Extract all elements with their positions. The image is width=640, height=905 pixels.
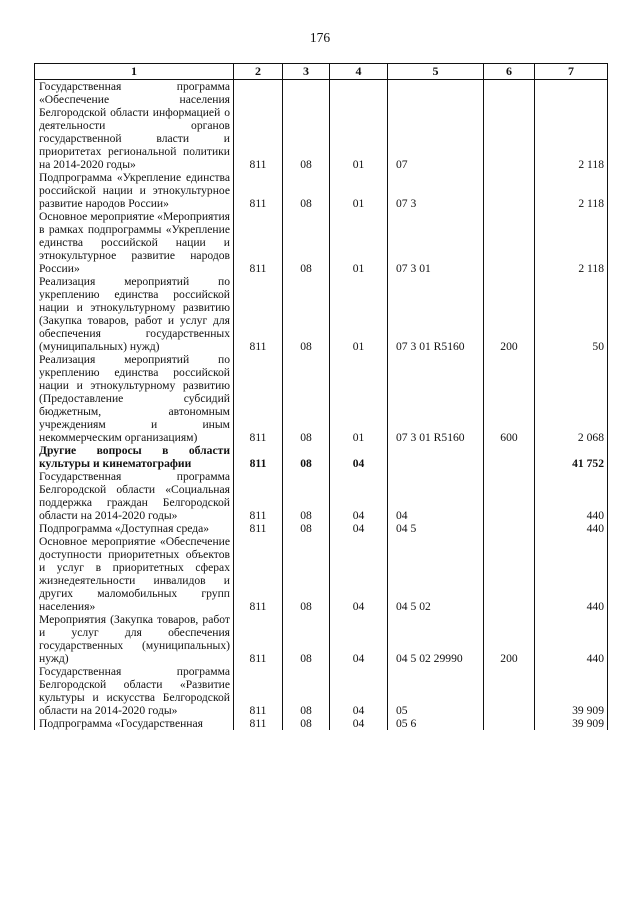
row-csr-cell: 07 3 01 R5160: [388, 353, 484, 444]
row-csr-cell: 07 3 01: [388, 210, 484, 275]
row-rz-cell: 08: [283, 717, 330, 730]
row-vr-cell: [484, 80, 535, 172]
row-pr-cell: 01: [330, 210, 388, 275]
row-name-cell: Мероприятия (Закупка товаров, работ и услуг для обеспечения государственных (муниципальных) нужд): [35, 613, 234, 665]
budget-table: [34, 63, 608, 730]
table-row: [35, 522, 608, 535]
row-pr-cell: 01: [330, 80, 388, 172]
table-row: [35, 535, 608, 613]
row-rz-cell: 08: [283, 665, 330, 717]
row-csr-cell: 04: [388, 470, 484, 522]
table-row: [35, 353, 608, 444]
row-sum-cell: 50: [535, 275, 608, 353]
row-vr-cell: [484, 210, 535, 275]
row-vr-cell: [484, 470, 535, 522]
row-csr-cell: 04 5 02 29990: [388, 613, 484, 665]
table-body: [35, 80, 608, 731]
row-pr-cell: 04: [330, 717, 388, 730]
table-row: [35, 171, 608, 210]
row-csr-cell: [388, 444, 484, 470]
table-row: [35, 613, 608, 665]
row-rz-cell: 08: [283, 171, 330, 210]
row-vr-cell: [484, 171, 535, 210]
row-csr-cell: 04 5 02: [388, 535, 484, 613]
row-csr-cell: 07 3: [388, 171, 484, 210]
row-pr-cell: 01: [330, 171, 388, 210]
row-csr-cell: 05 6: [388, 717, 484, 730]
column-header-1: 1: [35, 64, 234, 80]
row-name-cell: Реализация мероприятий по укреплению единства российской нации и этнокультурному развитию (Предоставление субсидий бюджетным, автономным учреждениям и иным некоммерческим организациям): [35, 353, 234, 444]
row-rz-cell: 08: [283, 444, 330, 470]
row-gr-cell: 811: [234, 171, 283, 210]
row-pr-cell: 04: [330, 665, 388, 717]
row-name-cell: Другие вопросы в области культуры и кинематографии: [35, 444, 234, 470]
column-header-6: 6: [484, 64, 535, 80]
row-name-cell: Подпрограмма «Доступная среда»: [35, 522, 234, 535]
table-row: [35, 210, 608, 275]
column-header-2: 2: [234, 64, 283, 80]
row-rz-cell: 08: [283, 613, 330, 665]
row-name-cell: Подпрограмма «Укрепление единства российской нации и этнокультурное развитие народов России»: [35, 171, 234, 210]
row-gr-cell: 811: [234, 717, 283, 730]
row-rz-cell: 08: [283, 210, 330, 275]
table-row: [35, 665, 608, 717]
row-rz-cell: 08: [283, 535, 330, 613]
row-gr-cell: 811: [234, 275, 283, 353]
row-sum-cell: 2 118: [535, 80, 608, 172]
row-vr-cell: [484, 444, 535, 470]
table-row: [35, 80, 608, 172]
table-header-row: [35, 64, 608, 80]
row-gr-cell: 811: [234, 80, 283, 172]
row-name-cell: Подпрограмма «Государственная: [35, 717, 234, 730]
column-header-3: 3: [283, 64, 330, 80]
column-header-7: 7: [535, 64, 608, 80]
row-csr-cell: 07: [388, 80, 484, 172]
table-row: [35, 470, 608, 522]
row-rz-cell: 08: [283, 80, 330, 172]
row-sum-cell: 39 909: [535, 717, 608, 730]
row-sum-cell: 440: [535, 613, 608, 665]
row-gr-cell: 811: [234, 210, 283, 275]
table-row: [35, 275, 608, 353]
row-vr-cell: 200: [484, 275, 535, 353]
row-name-cell: Основное мероприятие «Обеспечение доступности приоритетных объектов и услуг в приоритетных сферах жизнедеятельности инвалидов и других маломобильных групп населения»: [35, 535, 234, 613]
column-header-4: 4: [330, 64, 388, 80]
row-vr-cell: [484, 665, 535, 717]
row-sum-cell: 2 068: [535, 353, 608, 444]
row-gr-cell: 811: [234, 665, 283, 717]
table-row: [35, 717, 608, 730]
row-sum-cell: 2 118: [535, 210, 608, 275]
row-name-cell: Государственная программа Белгородской области «Развитие культуры и искусства Белгородской области на 2014-2020 годы»: [35, 665, 234, 717]
row-sum-cell: 41 752: [535, 444, 608, 470]
row-vr-cell: 200: [484, 613, 535, 665]
row-rz-cell: 08: [283, 353, 330, 444]
row-name-cell: Государственная программа «Обеспечение населения Белгородской области информацией о деятельности органов государственной власти и приоритетах региональной политики на 2014-2020 годы»: [35, 80, 234, 172]
row-name-cell: Реализация мероприятий по укреплению единства российской нации и этнокультурному развитию (Закупка товаров, работ и услуг для обеспечения государственных (муниципальных) нужд): [35, 275, 234, 353]
column-header-5: 5: [388, 64, 484, 80]
page-number: 176: [309, 30, 331, 45]
row-gr-cell: 811: [234, 613, 283, 665]
row-sum-cell: 440: [535, 535, 608, 613]
row-name-cell: Государственная программа Белгородской области «Социальная поддержка граждан Белгородской области на 2014-2020 годы»: [35, 470, 234, 522]
row-pr-cell: 01: [330, 353, 388, 444]
row-csr-cell: 05: [388, 665, 484, 717]
row-vr-cell: [484, 717, 535, 730]
row-pr-cell: 04: [330, 444, 388, 470]
row-gr-cell: 811: [234, 522, 283, 535]
row-rz-cell: 08: [283, 275, 330, 353]
table-row: [35, 444, 608, 470]
row-pr-cell: 04: [330, 470, 388, 522]
row-vr-cell: [484, 522, 535, 535]
row-csr-cell: 07 3 01 R5160: [388, 275, 484, 353]
row-vr-cell: [484, 535, 535, 613]
row-pr-cell: 04: [330, 613, 388, 665]
row-sum-cell: 39 909: [535, 665, 608, 717]
row-pr-cell: 04: [330, 522, 388, 535]
row-gr-cell: 811: [234, 470, 283, 522]
row-pr-cell: 04: [330, 535, 388, 613]
row-name-cell: Основное мероприятие «Мероприятия в рамках подпрограммы «Укрепление единства российской нации и этнокультурное развитие народов России»: [35, 210, 234, 275]
row-gr-cell: 811: [234, 353, 283, 444]
row-sum-cell: 440: [535, 522, 608, 535]
row-sum-cell: 2 118: [535, 171, 608, 210]
row-sum-cell: 440: [535, 470, 608, 522]
row-csr-cell: 04 5: [388, 522, 484, 535]
row-rz-cell: 08: [283, 522, 330, 535]
row-rz-cell: 08: [283, 470, 330, 522]
row-gr-cell: 811: [234, 535, 283, 613]
row-vr-cell: 600: [484, 353, 535, 444]
row-pr-cell: 01: [330, 275, 388, 353]
row-gr-cell: 811: [234, 444, 283, 470]
